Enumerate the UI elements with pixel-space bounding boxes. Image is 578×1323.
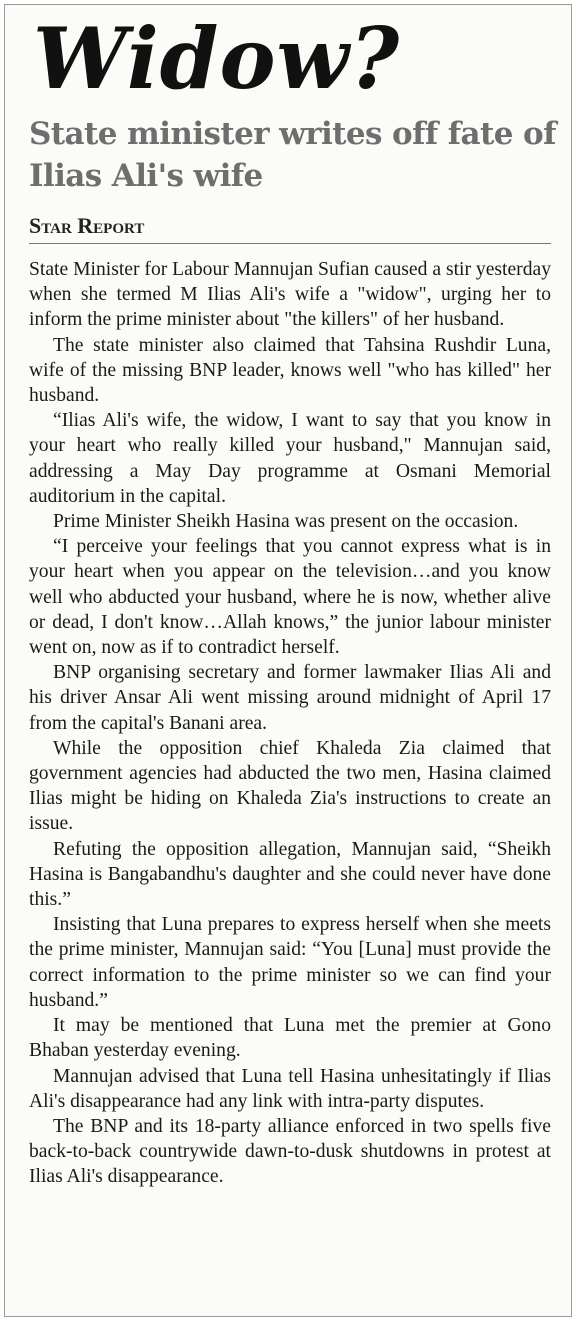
article-paragraph: “I perceive your feelings that you cannot express what is in your heart when you appear on the television…and you know well who abducted your husband, where he is now, whether alive or dead, I don't know…Allah knows,” the junior labour minister went on, now as if to contradict herself.: [29, 536, 551, 659]
article-paragraph: “Ilias Ali's wife, the widow, I want to say that you know in your heart who really killed your husband," Mannujan said, addressing a May Day programme at Osmani Memorial auditorium in the capital.: [29, 410, 551, 507]
article-paragraph: It may be mentioned that Luna met the premier at Gono Bhaban yesterday evening.: [29, 1015, 551, 1062]
article-headline: State minister writes off fate of Ilias Ali's wife: [29, 116, 556, 194]
kicker-headline: Widow?: [33, 9, 401, 108]
article-paragraph: Insisting that Luna prepares to express herself when she meets the prime minister, Mannujan said: “You [Luna] must provide the correct information to the prime minister so we can find your husband.”: [29, 914, 551, 1011]
article-paragraph: Mannujan advised that Luna tell Hasina unhesitatingly if Ilias Ali's disappearance had any link with intra-party disputes.: [29, 1065, 551, 1112]
article-paragraph: The BNP and its 18-party alliance enforced in two spells five back-to-back countrywide dawn-to-dusk shutdowns in protest at Ilias Ali's disappearance.: [29, 1115, 551, 1188]
newspaper-clipping: [4, 4, 572, 1317]
article-paragraph: State Minister for Labour Mannujan Sufian caused a stir yesterday when she termed M Ilias Ali's wife a "widow", urging her to inform the prime minister about "the killers" of her husband.: [29, 259, 551, 331]
article-paragraph: While the opposition chief Khaleda Zia claimed that government agencies had abducted the two men, Hasina claimed Ilias might be hiding on Khaleda Zia's instructions to create an issue.: [29, 737, 551, 835]
article-paragraph: Refuting the opposition allegation, Mannujan said, “Sheikh Hasina is Bangabandhu's daughter and she could never have done this.”: [29, 838, 551, 911]
byline-divider: [29, 243, 551, 244]
byline: Star Report: [29, 213, 145, 238]
article-body: [29, 257, 551, 1190]
article-paragraph: The state minister also claimed that Tahsina Rushdir Luna, wife of the missing BNP leader, knows well "who has killed" her husband.: [29, 334, 551, 407]
article-paragraph: Prime Minister Sheikh Hasina was present on the occasion.: [53, 511, 519, 533]
article-paragraph: BNP organising secretary and former lawmaker Ilias Ali and his driver Ansar Ali went missing around midnight of April 17 from the capital's Banani area.: [29, 662, 551, 734]
